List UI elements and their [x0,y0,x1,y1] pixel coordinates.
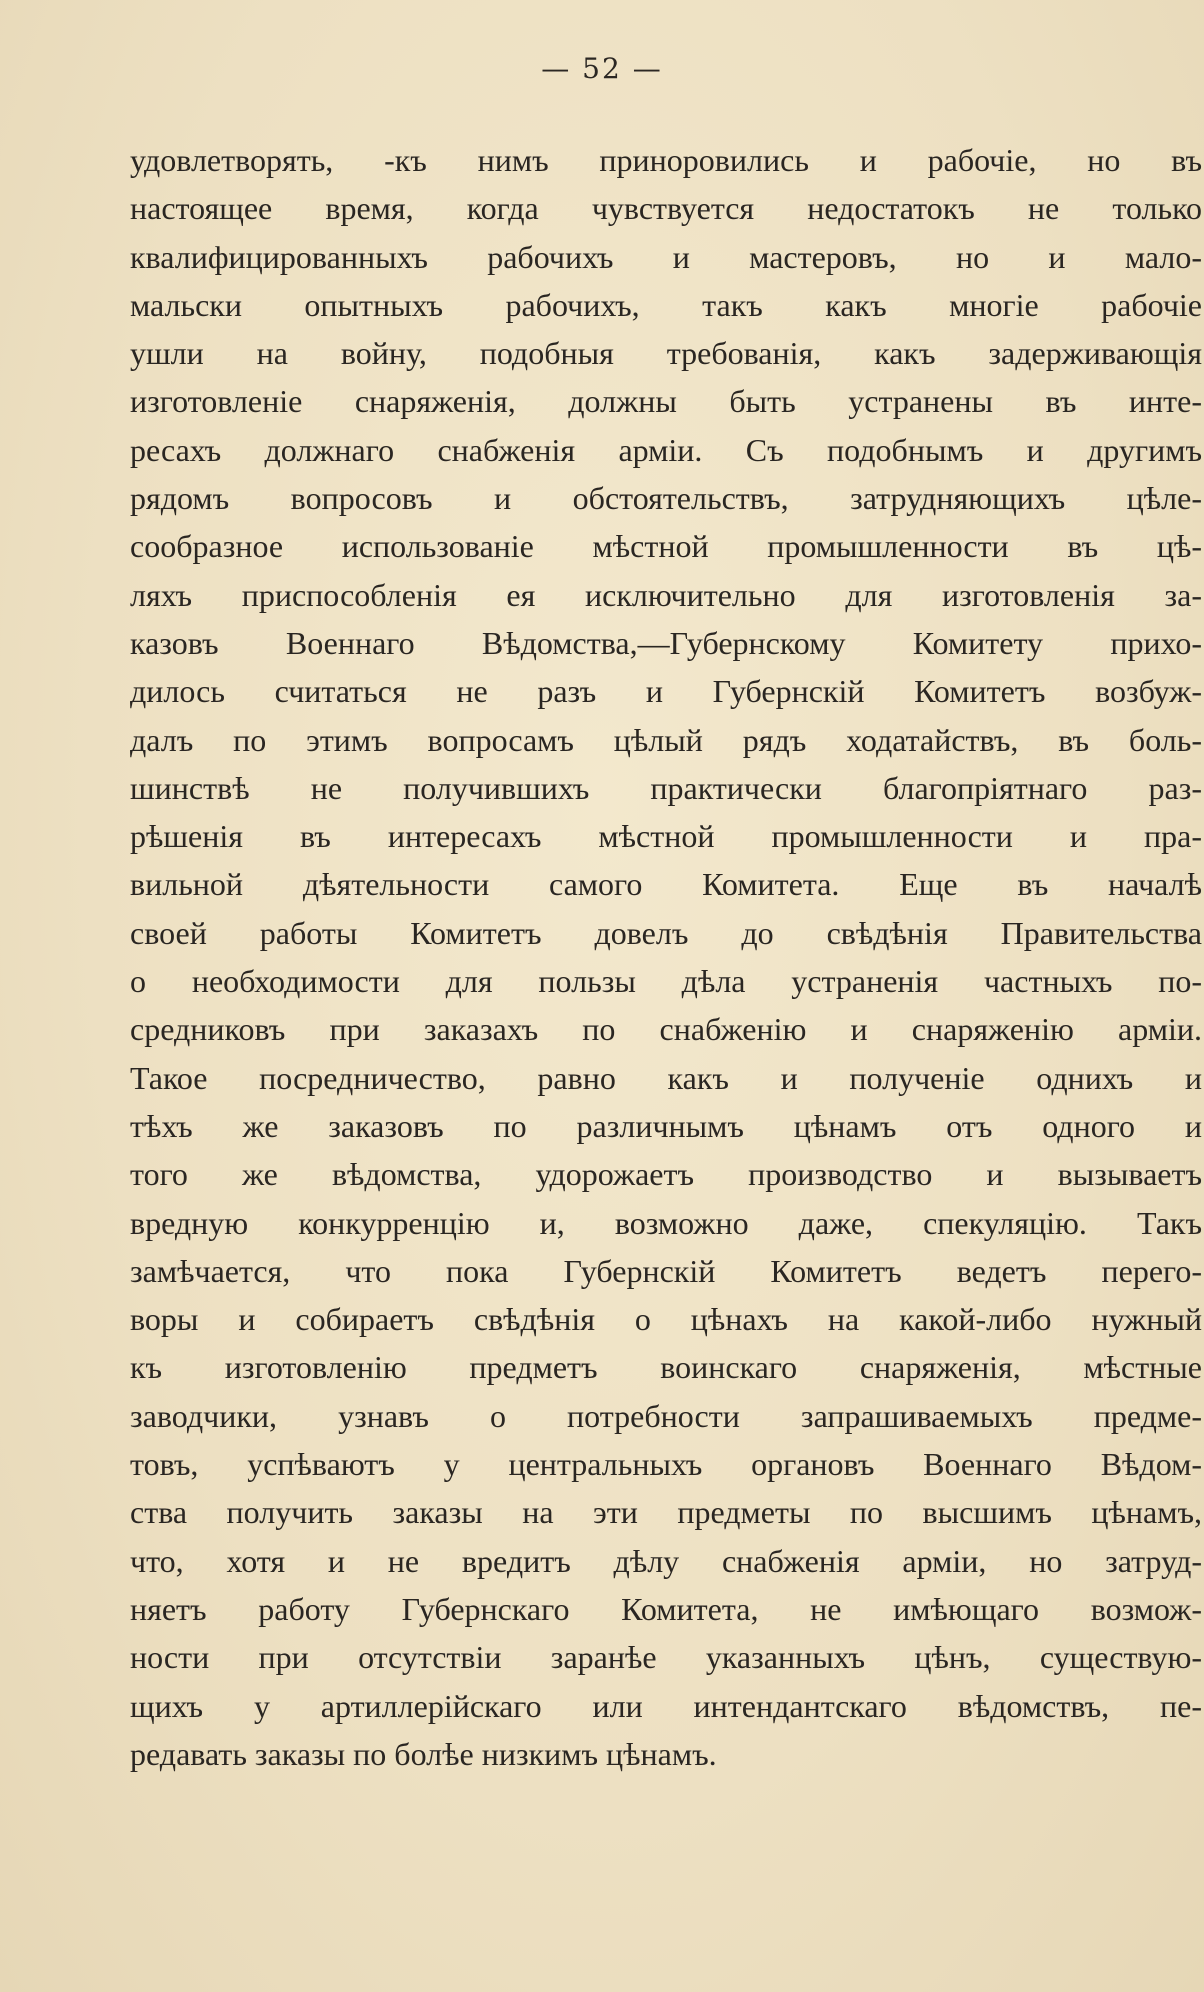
text-line: о необходимости для пользы дѣла устраненія частныхъ по- [130,963,1202,1000]
text-line: вредную конкурренцію и, возможно даже, спекуляцію. Такъ [130,1204,1202,1241]
text-line: рѣшенія въ интересахъ мѣстной промышленности и пра- [130,818,1202,855]
text-line: ушли на войну, подобныя требованія, какъ задерживающія [130,335,1202,372]
text-line: шинствѣ не получившихъ практически благопріятнаго раз- [130,769,1202,806]
text-line: Такое посредничество, равно какъ и полученіе однихъ и [130,1059,1202,1096]
text-line: что, хотя и не вредитъ дѣлу снабженія арміи, но затруд- [130,1542,1202,1579]
page-number: — 52 — [541,52,663,85]
text-line: рядомъ вопросовъ и обстоятельствъ, затрудняющихъ цѣле- [130,480,1202,517]
text-line: дилось считаться не разъ и Губернскій Комитетъ возбуж- [130,673,1202,710]
text-line: мальски опытныхъ рабочихъ, такъ какъ многіе рабочіе [130,286,1202,323]
text-line: средниковъ при заказахъ по снабженію и снаряженію арміи. [130,1011,1202,1048]
text-line: квалифицированныхъ рабочихъ и мастеровъ, но и мало- [130,238,1202,275]
text-line: казовъ Военнаго Вѣдомства,—Губернскому Комитету прихо- [130,624,1202,661]
body-text [130,136,1202,1778]
text-line: тѣхъ же заказовъ по различнымъ цѣнамъ отъ одного и [130,1107,1202,1144]
text-line: далъ по этимъ вопросамъ цѣлый рядъ ходатайствъ, въ боль- [130,721,1202,758]
text-line: своей работы Комитетъ довелъ до свѣдѣнія Правительства [130,914,1202,951]
text-line: удовлетворять, -къ нимъ приноровились и рабочіе, но въ [130,142,1202,178]
text-line: замѣчается, что пока Губернскій Комитетъ ведетъ перего- [130,1252,1202,1289]
text-line: товъ, успѣваютъ у центральныхъ органовъ Военнаго Вѣдом- [130,1446,1202,1483]
text-line: редавать заказы по болѣе низкимъ цѣнамъ. [130,1735,717,1772]
text-line: изготовленіе снаряженія, должны быть устранены въ инте- [130,383,1202,420]
text-line: ресахъ должнаго снабженія арміи. Съ подобнымъ и другимъ [130,431,1202,468]
text-line: къ изготовленію предметъ воинскаго снаряженія, мѣстные [130,1349,1202,1386]
text-line: заводчики, узнавъ о потребности запрашиваемыхъ предме- [130,1397,1202,1434]
text-line: вильной дѣятельности самого Комитета. Еще въ началѣ [130,866,1202,903]
text-line: щихъ у артиллерійскаго или интендантскаго вѣдомствъ, пе- [130,1687,1202,1724]
text-line: настоящее время, когда чувствуется недостатокъ не только [130,190,1202,227]
text-line: сообразное использованіе мѣстной промышленности въ цѣ- [130,528,1202,565]
text-line: няетъ работу Губернскаго Комитета, не имѣющаго возмож- [130,1590,1202,1627]
text-line: ляхъ приспособленія ея исключительно для изготовленія за- [130,576,1202,613]
text-line: ства получить заказы на эти предметы по высшимъ цѣнамъ, [130,1494,1202,1531]
text-line: того же вѣдомства, удорожаетъ производство и вызываетъ [130,1156,1202,1193]
text-line: ности при отсутствіи заранѣе указанныхъ цѣнъ, существую- [130,1639,1202,1676]
text-line: воры и собираетъ свѣдѣнія о цѣнахъ на какой-либо нужный [130,1301,1202,1338]
